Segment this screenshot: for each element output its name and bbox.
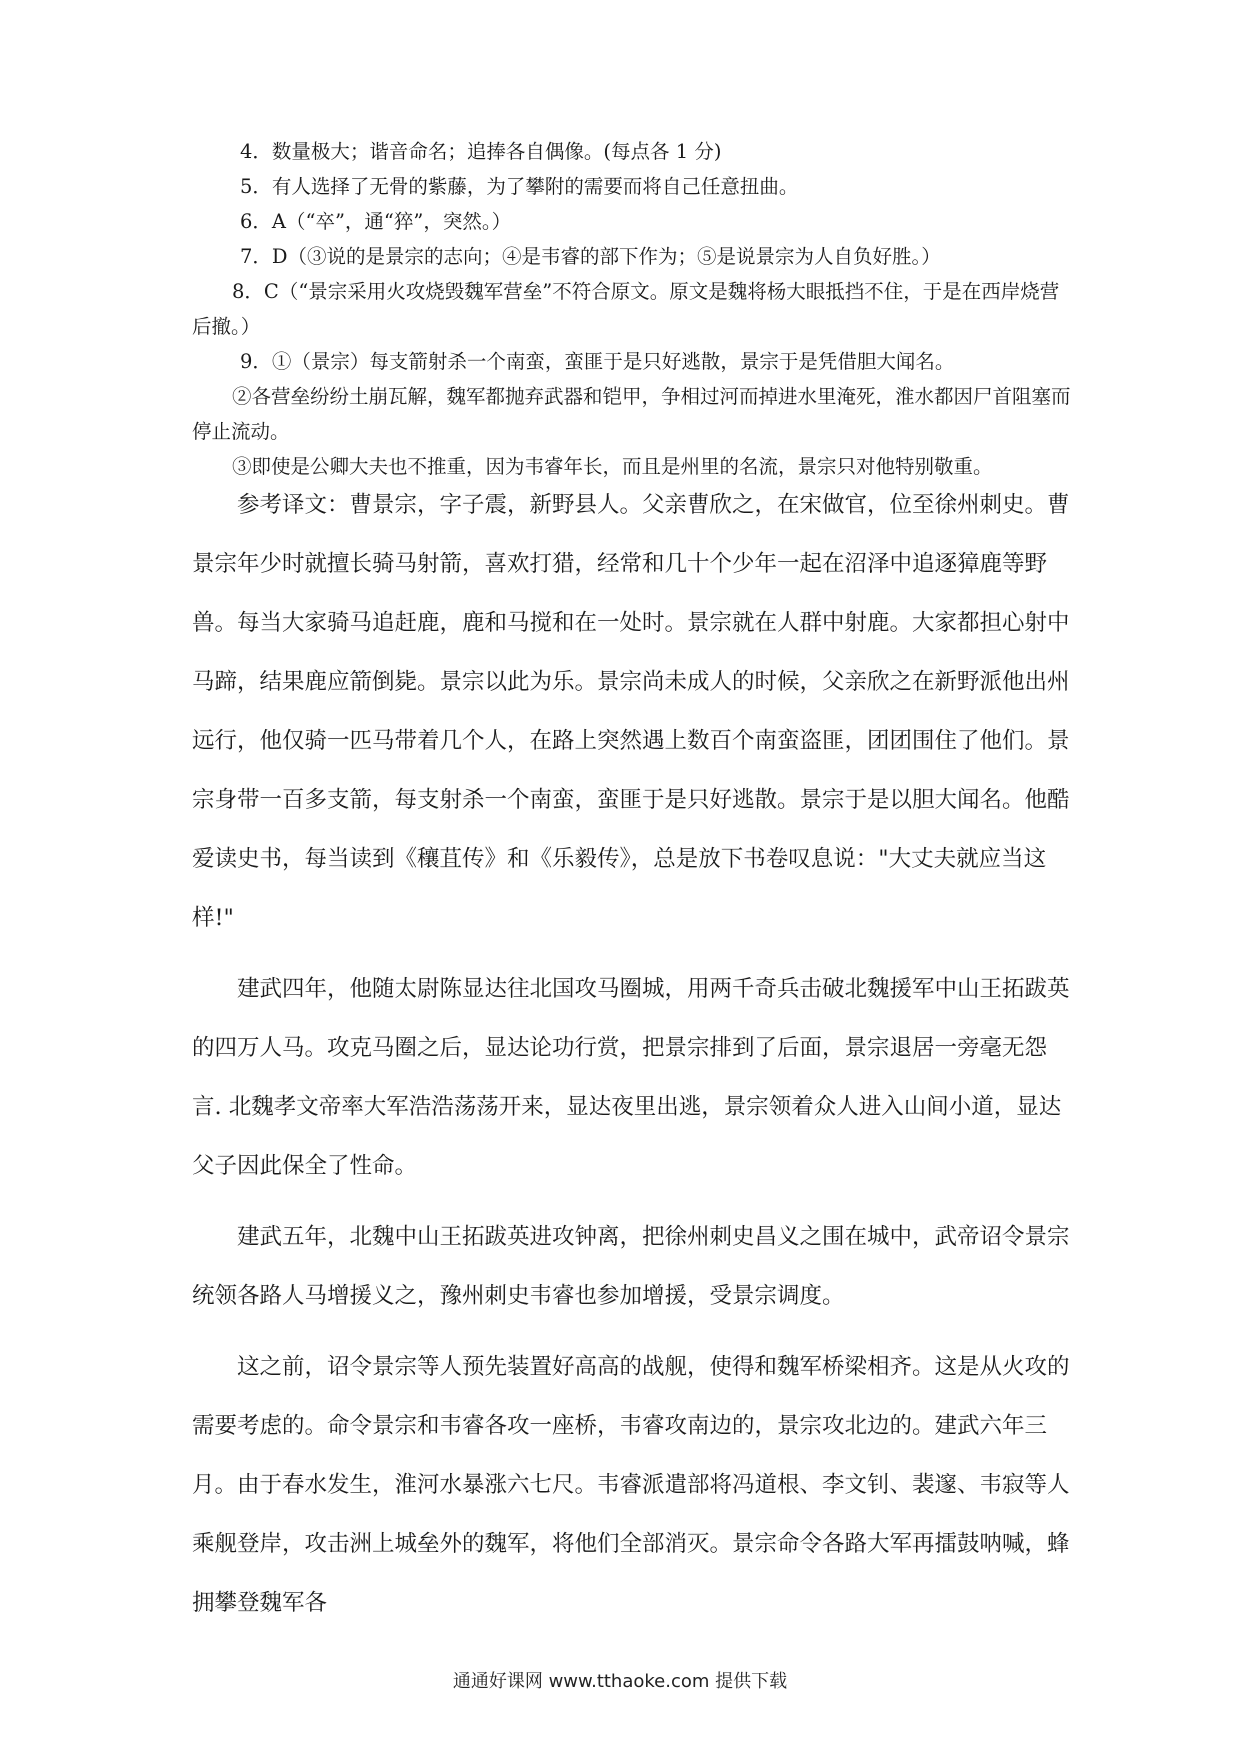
answer-item-8: 8．C（“景宗采用火攻烧毁魏军营垒”不符合原文。原文是魏将杨大眼抵挡不住，于是在西岸烧营后撤。）: [192, 280, 1060, 338]
answer-item-6: 6．A（“卒”，通“猝”，突然。）: [240, 210, 512, 233]
answer-block: [192, 134, 1072, 484]
page-footer: 通通好课网 www.tthaoke.com 提供下载: [452, 1671, 788, 1692]
answer-item-7: 7．D（③说的是景宗的志向；④是韦睿的部下作为；⑤是说景宗为人自负好胜。）: [240, 245, 941, 268]
answer-item-5: 5．有人选择了无骨的紫藤，为了攀附的需要而将自己任意扭曲。: [240, 175, 799, 198]
translation-paragraph-2: 建武四年，他随太尉陈显达往北国攻马圈城，用两千奇兵击破北魏援军中山王拓跋英的四万人马。攻克马圈之后，显达论功行赏，把景宗排到了后面，景宗退居一旁毫无怨言. 北魏孝文帝率大军浩浩荡荡开来，显达夜里出逃，景宗领着众人进入山间小道，显达父子因此保全了性命。: [192, 976, 1070, 1179]
translation-paragraph-3: 建武五年，北魏中山王拓跋英进攻钟离，把徐州刺史昌义之围在城中，武帝诏令景宗统领各路人马增援义之，豫州刺史韦睿也参加增援，受景宗调度。: [192, 1224, 1070, 1309]
answer-item-9-2: ②各营垒纷纷土崩瓦解，魏军都抛弃武器和铠甲，争相过河而掉进水里淹死，淮水都因尸首阻塞而停止流动。: [192, 385, 1071, 443]
translation-block: [192, 476, 1072, 1645]
answer-item-4: 4．数量极大；谐音命名；追捧各自偶像。(每点各 1 分): [240, 140, 722, 163]
answer-item-9-3: ③即使是公卿大夫也不推重，因为韦睿年长，而且是州里的名流，景宗只对他特别敬重。: [232, 455, 993, 478]
translation-paragraph-4: 这之前，诏令景宗等人预先装置好高高的战舰，使得和魏军桥梁相齐。这是从火攻的需要考虑的。命令景宗和韦睿各攻一座桥，韦睿攻南边的，景宗攻北边的。建武六年三月。由于春水发生，淮河水暴涨六七尺。韦睿派遣部将冯道根、李文钊、裴邃、韦寂等人乘舰登岸，攻击洲上城垒外的魏军，将他们全部消灭。景宗命令各路大军再擂鼓呐喊，蜂拥攀登魏军各: [192, 1354, 1070, 1616]
translation-paragraph-1: 参考译文：曹景宗，字子震，新野县人。父亲曹欣之，在宋做官，位至徐州刺史。曹景宗年少时就擅长骑马射箭，喜欢打猎，经常和几十个少年一起在沼泽中追逐獐鹿等野兽。每当大家骑马追赶鹿，鹿和马搅和在一处时。景宗就在人群中射鹿。大家都担心射中马蹄，结果鹿应箭倒毙。景宗以此为乐。景宗尚未成人的时候，父亲欣之在新野派他出州远行，他仅骑一匹马带着几个人，在路上突然遇上数百个南蛮盗匪，团团围住了他们。景宗身带一百多支箭，每支射杀一个南蛮，蛮匪于是只好逃散。景宗于是以胆大闻名。他酷爱读史书，每当读到《穰苴传》和《乐毅传》，总是放下书卷叹息说："大丈夫就应当这样!": [192, 492, 1070, 931]
answer-item-9-1: 9．①（景宗）每支箭射杀一个南蛮，蛮匪于是只好逃散，景宗于是凭借胆大闻名。: [240, 350, 955, 373]
